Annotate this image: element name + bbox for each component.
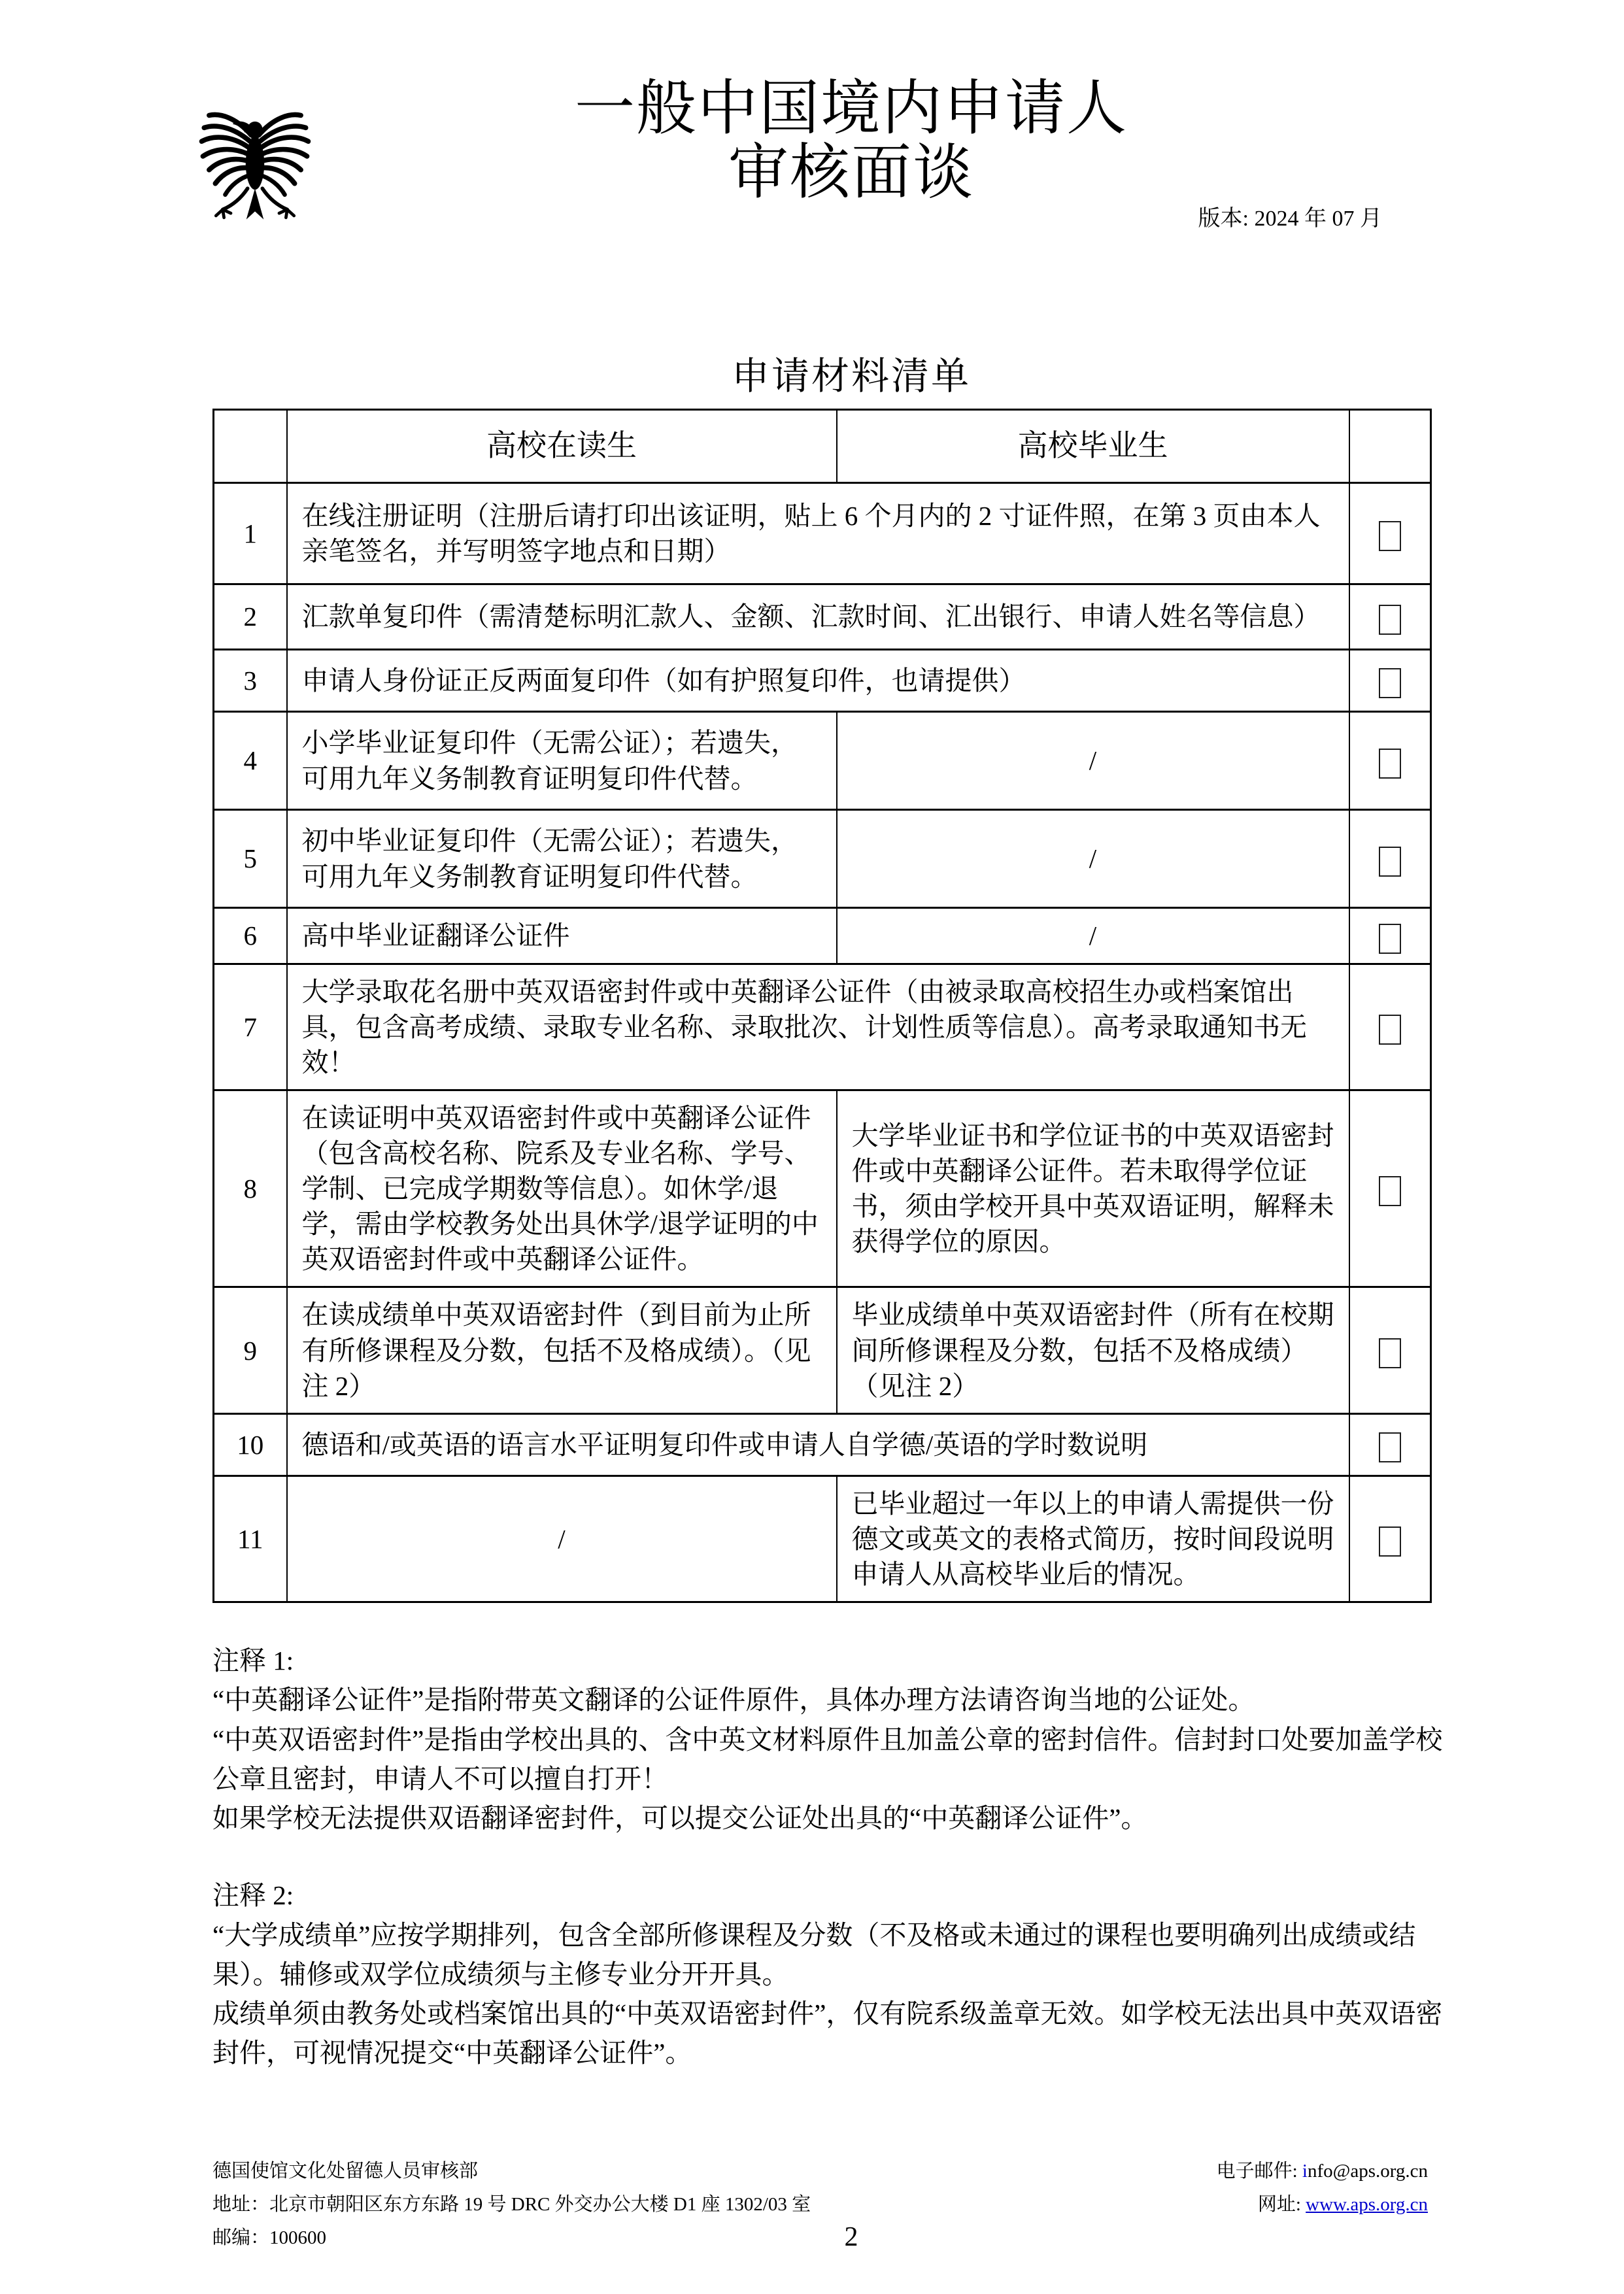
document-title (78, 77, 1624, 205)
row-number-cell: 4 (214, 712, 287, 810)
note2-title: 注释 2: (212, 1880, 294, 1911)
checkbox-cell (1349, 908, 1431, 964)
title-line-1: 一般中国境内申请人 (574, 75, 1128, 142)
checkbox-icon[interactable] (1379, 605, 1401, 635)
checkbox-icon[interactable] (1379, 1527, 1401, 1557)
row-number-cell: 5 (214, 810, 287, 908)
checkbox-icon[interactable] (1379, 847, 1401, 877)
email-value: info@aps.org.cn (1302, 2161, 1428, 2182)
row-number-cell: 6 (214, 908, 287, 964)
checkbox-cell (1349, 964, 1431, 1090)
table-row (214, 908, 1431, 964)
row-number-cell: 7 (214, 964, 287, 1090)
student-materials-cell: 初中毕业证复印件（无需公证）；若遗失，可用九年义务制教育证明复印件代替。 (287, 810, 837, 908)
footer-right (1217, 2155, 1428, 2221)
note2-line: 成绩单须由教务处或档案馆出具的“中英双语密封件”，仅有院系级盖章无效。如学校无法出具中英双语密封件，可视情况提交“中英翻译公证件”。 (212, 1999, 1443, 2068)
checkbox-cell (1349, 810, 1431, 908)
version-label: 版本: 2024 年 07 月 (1198, 207, 1382, 231)
column-header-student: 高校在读生 (287, 410, 837, 483)
website-label: 网址: (1257, 2193, 1301, 2215)
materials-table (212, 409, 1432, 1603)
table-row (214, 1090, 1431, 1287)
note1-line: 如果学校无法提供双语翻译密封件，可以提交公证处出具的“中英翻译公证件”。 (212, 1803, 1148, 1834)
table-row (214, 483, 1431, 584)
checkbox-cell (1349, 1476, 1431, 1602)
checkbox-cell (1349, 483, 1431, 584)
materials-cell: 大学录取花名册中英双语密封件或中英翻译公证件（由被录取高校招生办或档案馆出具，包含高考成绩、录取专业名称、录取批次、计划性质等信息）。高考录取通知书无效！ (287, 964, 1349, 1090)
notes-section (212, 1641, 1458, 2073)
table-row (214, 650, 1431, 712)
row-number-cell: 3 (214, 650, 287, 712)
student-materials-cell: / (287, 1476, 837, 1602)
table-row (214, 810, 1431, 908)
materials-cell: 德语和/或英语的语言水平证明复印件或申请人自学德/英语的学时数说明 (287, 1413, 1349, 1476)
footer-email-line (1217, 2155, 1428, 2188)
table-row (214, 964, 1431, 1090)
table-row (214, 712, 1431, 810)
graduate-materials-cell: 大学毕业证书和学位证书的中英双语密封件或中英翻译公证件。若未取得学位证书，须由学校开具中英双语证明，解释未获得学位的原因。 (837, 1090, 1349, 1287)
note1-line: “中英双语密封件”是指由学校出具的、含中英文材料原件且加盖公章的密封信件。信封封口处要加盖学校公章且密封，申请人不可以擅自打开！ (212, 1724, 1443, 1794)
table-row (214, 1413, 1431, 1476)
graduate-materials-cell: 毕业成绩单中英双语密封件（所有在校期间所修课程及分数，包括不及格成绩）（见注 2） (837, 1287, 1349, 1413)
row-number-cell: 1 (214, 483, 287, 584)
footer-address: 地址：北京市朝阳区东方东路 19 号 DRC 外交办公大楼 D1 座 1302/03 室 (212, 2193, 811, 2215)
graduate-materials-cell: / (837, 908, 1349, 964)
materials-cell: 在线注册证明（注册后请打印出该证明，贴上 6 个月内的 2 寸证件照，在第 3 页由本人亲笔签名，并写明签字地点和日期） (287, 483, 1349, 584)
row-number-cell: 9 (214, 1287, 287, 1413)
table-header-row (214, 410, 1431, 483)
website-link[interactable]: www.aps.org.cn (1306, 2193, 1428, 2215)
page-number: 2 (844, 2222, 858, 2252)
student-materials-cell: 在读证明中英双语密封件或中英翻译公证件（包含高校名称、院系及专业名称、学号、学制、已完成学期数等信息）。如休学/退学，需由学校教务处出具休学/退学证明的中英双语密封件或中英翻译公证件。 (287, 1090, 837, 1287)
checkbox-cell (1349, 712, 1431, 810)
footer-org: 德国使馆文化处留德人员审核部 (212, 2161, 479, 2182)
checkbox-cell (1349, 1413, 1431, 1476)
table-row (214, 1476, 1431, 1602)
graduate-materials-cell: 已毕业超过一年以上的申请人需提供一份德文或英文的表格式简历，按时间段说明申请人从高校毕业后的情况。 (837, 1476, 1349, 1602)
checkbox-cell (1349, 584, 1431, 650)
table-row (214, 1287, 1431, 1413)
table-row (214, 584, 1431, 650)
corner-cell (214, 410, 287, 483)
graduate-materials-cell: / (837, 712, 1349, 810)
checkbox-icon[interactable] (1379, 1432, 1401, 1462)
checkbox-cell (1349, 650, 1431, 712)
row-number-cell: 8 (214, 1090, 287, 1287)
graduate-materials-cell: / (837, 810, 1349, 908)
checkbox-icon[interactable] (1379, 1176, 1401, 1206)
checkbox-icon[interactable] (1379, 668, 1401, 698)
materials-cell: 汇款单复印件（需清楚标明汇款人、金额、汇款时间、汇出银行、申请人姓名等信息） (287, 584, 1349, 650)
footer-website-line (1217, 2188, 1428, 2221)
title-line-2: 审核面谈 (728, 139, 974, 206)
section-title: 申请材料清单 (731, 355, 971, 397)
student-materials-cell: 小学毕业证复印件（无需公证）；若遗失，可用九年义务制教育证明复印件代替。 (287, 712, 837, 810)
checkbox-column-header (1349, 410, 1431, 483)
note1-title: 注释 1: (212, 1645, 294, 1676)
checkbox-cell (1349, 1090, 1431, 1287)
row-number-cell: 10 (214, 1413, 287, 1476)
note2-line: “大学成绩单”应按学期排列，包含全部所修课程及分数（不及格或未通过的课程也要明确列出成绩或结果）。辅修或双学位成绩须与主修专业分开开具。 (212, 1919, 1416, 1989)
materials-cell: 申请人身份证正反两面复印件（如有护照复印件，也请提供） (287, 650, 1349, 712)
student-materials-cell: 在读成绩单中英双语密封件（到目前为止所有所修课程及分数，包括不及格成绩）。（见注 2） (287, 1287, 837, 1413)
checkbox-icon[interactable] (1379, 749, 1401, 779)
student-materials-cell: 高中毕业证翻译公证件 (287, 908, 837, 964)
email-label: 电子邮件: (1216, 2161, 1298, 2182)
checkbox-icon[interactable] (1379, 1338, 1401, 1368)
column-header-graduate: 高校毕业生 (837, 410, 1349, 483)
row-number-cell: 2 (214, 584, 287, 650)
checkbox-icon[interactable] (1379, 924, 1401, 954)
footer-postcode: 邮编：100600 (212, 2227, 327, 2248)
checkbox-icon[interactable] (1379, 521, 1401, 551)
checkbox-cell (1349, 1287, 1431, 1413)
checkbox-icon[interactable] (1379, 1015, 1401, 1045)
note1-line: “中英翻译公证件”是指附带英文翻译的公证件原件，具体办理方法请咨询当地的公证处。 (212, 1685, 1255, 1715)
row-number-cell: 11 (214, 1476, 287, 1602)
